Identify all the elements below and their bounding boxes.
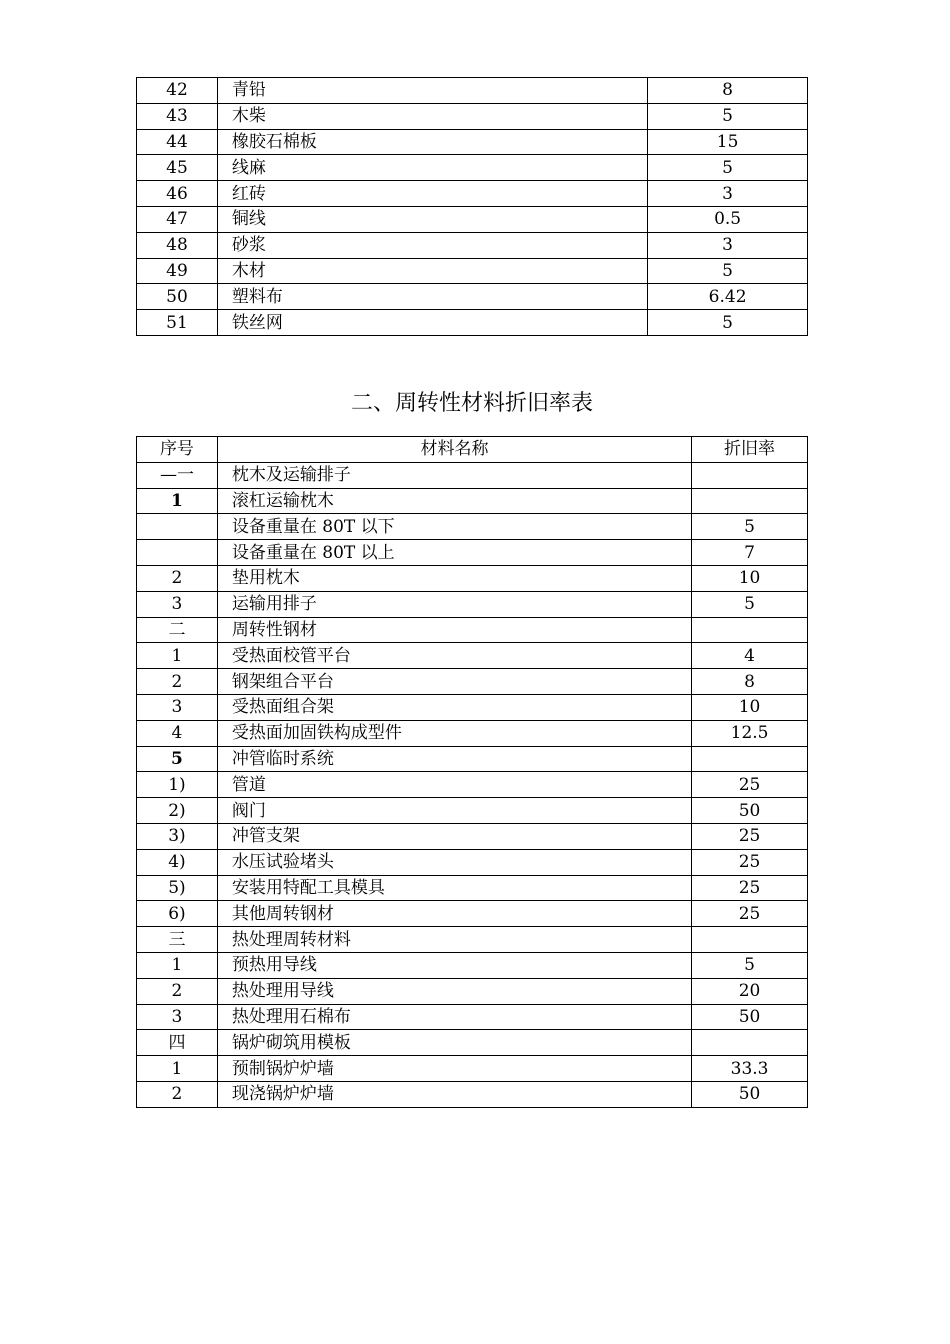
depreciation-rate xyxy=(692,617,808,643)
material-name: 预制锅炉炉墙 xyxy=(217,1056,691,1082)
material-name: 设备重量在 80T 以上 xyxy=(217,540,691,566)
row-number: 43 xyxy=(137,103,218,129)
material-name: 预热用导线 xyxy=(217,952,691,978)
depreciation-rate: 25 xyxy=(692,875,808,901)
header-name: 材料名称 xyxy=(217,437,691,463)
row-number: —一 xyxy=(137,462,218,488)
table-row xyxy=(137,798,808,824)
depreciation-rate: 5 xyxy=(692,952,808,978)
material-value: 5 xyxy=(648,258,808,284)
row-number: 3) xyxy=(137,823,218,849)
material-value: 0.5 xyxy=(648,206,808,232)
row-number: 4 xyxy=(137,720,218,746)
table-row xyxy=(137,1081,808,1107)
material-name: 橡胶石棉板 xyxy=(217,129,647,155)
depreciation-rate: 33.3 xyxy=(692,1056,808,1082)
material-name: 其他周转钢材 xyxy=(217,901,691,927)
material-name: 热处理用石棉布 xyxy=(217,1004,691,1030)
table-row xyxy=(137,1004,808,1030)
table-row xyxy=(137,1030,808,1056)
material-name: 周转性钢材 xyxy=(217,617,691,643)
table-row xyxy=(137,617,808,643)
depreciation-rate-table xyxy=(136,436,808,1108)
material-name: 线麻 xyxy=(217,155,647,181)
row-number: 51 xyxy=(137,310,218,336)
material-name: 铜线 xyxy=(217,206,647,232)
depreciation-rate: 7 xyxy=(692,540,808,566)
material-name: 砂浆 xyxy=(217,232,647,258)
table-row xyxy=(137,310,808,336)
material-table-continued xyxy=(136,77,808,336)
material-name: 现浇锅炉炉墙 xyxy=(217,1081,691,1107)
table-header-row xyxy=(137,437,808,463)
row-number: 2) xyxy=(137,798,218,824)
header-no: 序号 xyxy=(137,437,218,463)
row-number: 49 xyxy=(137,258,218,284)
table-row xyxy=(137,643,808,669)
row-number: 1) xyxy=(137,772,218,798)
table-row xyxy=(137,488,808,514)
depreciation-rate: 5 xyxy=(692,591,808,617)
row-number: 4) xyxy=(137,849,218,875)
row-number: 3 xyxy=(137,1004,218,1030)
table-row xyxy=(137,1056,808,1082)
depreciation-rate: 25 xyxy=(692,901,808,927)
depreciation-rate: 12.5 xyxy=(692,720,808,746)
table-row xyxy=(137,694,808,720)
row-number: 42 xyxy=(137,78,218,104)
material-name: 热处理周转材料 xyxy=(217,927,691,953)
table-row xyxy=(137,206,808,232)
row-number: 46 xyxy=(137,181,218,207)
material-value: 5 xyxy=(648,103,808,129)
row-number: 44 xyxy=(137,129,218,155)
row-number: 3 xyxy=(137,694,218,720)
row-number: 三 xyxy=(137,927,218,953)
material-name: 冲管支架 xyxy=(217,823,691,849)
depreciation-rate: 25 xyxy=(692,849,808,875)
row-number: 四 xyxy=(137,1030,218,1056)
depreciation-rate: 20 xyxy=(692,978,808,1004)
depreciation-rate xyxy=(692,927,808,953)
material-name: 木材 xyxy=(217,258,647,284)
depreciation-rate: 50 xyxy=(692,798,808,824)
material-name: 塑料布 xyxy=(217,284,647,310)
depreciation-rate xyxy=(692,462,808,488)
table-row xyxy=(137,591,808,617)
row-number: 3 xyxy=(137,591,218,617)
material-name: 受热面加固铁构成型件 xyxy=(217,720,691,746)
row-number: 45 xyxy=(137,155,218,181)
table-row xyxy=(137,978,808,1004)
table-row xyxy=(137,514,808,540)
row-number xyxy=(137,514,218,540)
depreciation-rate: 10 xyxy=(692,694,808,720)
row-number: 1 xyxy=(137,488,218,514)
material-name: 垫用枕木 xyxy=(217,565,691,591)
table-row xyxy=(137,565,808,591)
material-name: 冲管临时系统 xyxy=(217,746,691,772)
material-name: 滚杠运输枕木 xyxy=(217,488,691,514)
table-row xyxy=(137,540,808,566)
depreciation-rate: 50 xyxy=(692,1081,808,1107)
material-name: 运输用排子 xyxy=(217,591,691,617)
depreciation-rate: 4 xyxy=(692,643,808,669)
row-number: 5) xyxy=(137,875,218,901)
material-name: 管道 xyxy=(217,772,691,798)
table-row xyxy=(137,849,808,875)
row-number: 6) xyxy=(137,901,218,927)
row-number: 2 xyxy=(137,669,218,695)
row-number: 48 xyxy=(137,232,218,258)
depreciation-rate: 50 xyxy=(692,1004,808,1030)
row-number: 47 xyxy=(137,206,218,232)
table-row xyxy=(137,823,808,849)
table-row xyxy=(137,927,808,953)
material-value: 6.42 xyxy=(648,284,808,310)
table-row xyxy=(137,462,808,488)
row-number xyxy=(137,540,218,566)
depreciation-rate: 5 xyxy=(692,514,808,540)
material-name: 安装用特配工具模具 xyxy=(217,875,691,901)
row-number: 50 xyxy=(137,284,218,310)
table-row xyxy=(137,746,808,772)
material-value: 8 xyxy=(648,78,808,104)
row-number: 2 xyxy=(137,565,218,591)
row-number: 1 xyxy=(137,952,218,978)
material-name: 锅炉砌筑用模板 xyxy=(217,1030,691,1056)
material-name: 阀门 xyxy=(217,798,691,824)
table-row xyxy=(137,155,808,181)
row-number: 1 xyxy=(137,1056,218,1082)
table-row xyxy=(137,901,808,927)
table-row xyxy=(137,78,808,104)
table-row xyxy=(137,258,808,284)
table-row xyxy=(137,720,808,746)
depreciation-rate xyxy=(692,746,808,772)
material-name: 红砖 xyxy=(217,181,647,207)
material-name: 青铅 xyxy=(217,78,647,104)
depreciation-rate: 25 xyxy=(692,772,808,798)
depreciation-rate: 25 xyxy=(692,823,808,849)
row-number: 2 xyxy=(137,1081,218,1107)
table-row xyxy=(137,772,808,798)
material-value: 5 xyxy=(648,155,808,181)
material-name: 受热面组合架 xyxy=(217,694,691,720)
material-value: 15 xyxy=(648,129,808,155)
table-row xyxy=(137,284,808,310)
material-name: 设备重量在 80T 以下 xyxy=(217,514,691,540)
depreciation-rate xyxy=(692,1030,808,1056)
table-row xyxy=(137,129,808,155)
material-name: 木柴 xyxy=(217,103,647,129)
table-row xyxy=(137,875,808,901)
depreciation-rate xyxy=(692,488,808,514)
header-rate: 折旧率 xyxy=(692,437,808,463)
material-value: 3 xyxy=(648,181,808,207)
section-title: 二、周转性材料折旧率表 xyxy=(350,391,593,416)
material-name: 枕木及运输排子 xyxy=(217,462,691,488)
material-name: 水压试验堵头 xyxy=(217,849,691,875)
depreciation-rate: 10 xyxy=(692,565,808,591)
row-number: 二 xyxy=(137,617,218,643)
material-name: 铁丝网 xyxy=(217,310,647,336)
table-row xyxy=(137,232,808,258)
material-value: 3 xyxy=(648,232,808,258)
table-row xyxy=(137,952,808,978)
table-row xyxy=(137,669,808,695)
material-value: 5 xyxy=(648,310,808,336)
row-number: 5 xyxy=(137,746,218,772)
material-name: 钢架组合平台 xyxy=(217,669,691,695)
row-number: 1 xyxy=(137,643,218,669)
material-name: 受热面校管平台 xyxy=(217,643,691,669)
table-row xyxy=(137,181,808,207)
row-number: 2 xyxy=(137,978,218,1004)
depreciation-rate: 8 xyxy=(692,669,808,695)
material-name: 热处理用导线 xyxy=(217,978,691,1004)
table-row xyxy=(137,103,808,129)
